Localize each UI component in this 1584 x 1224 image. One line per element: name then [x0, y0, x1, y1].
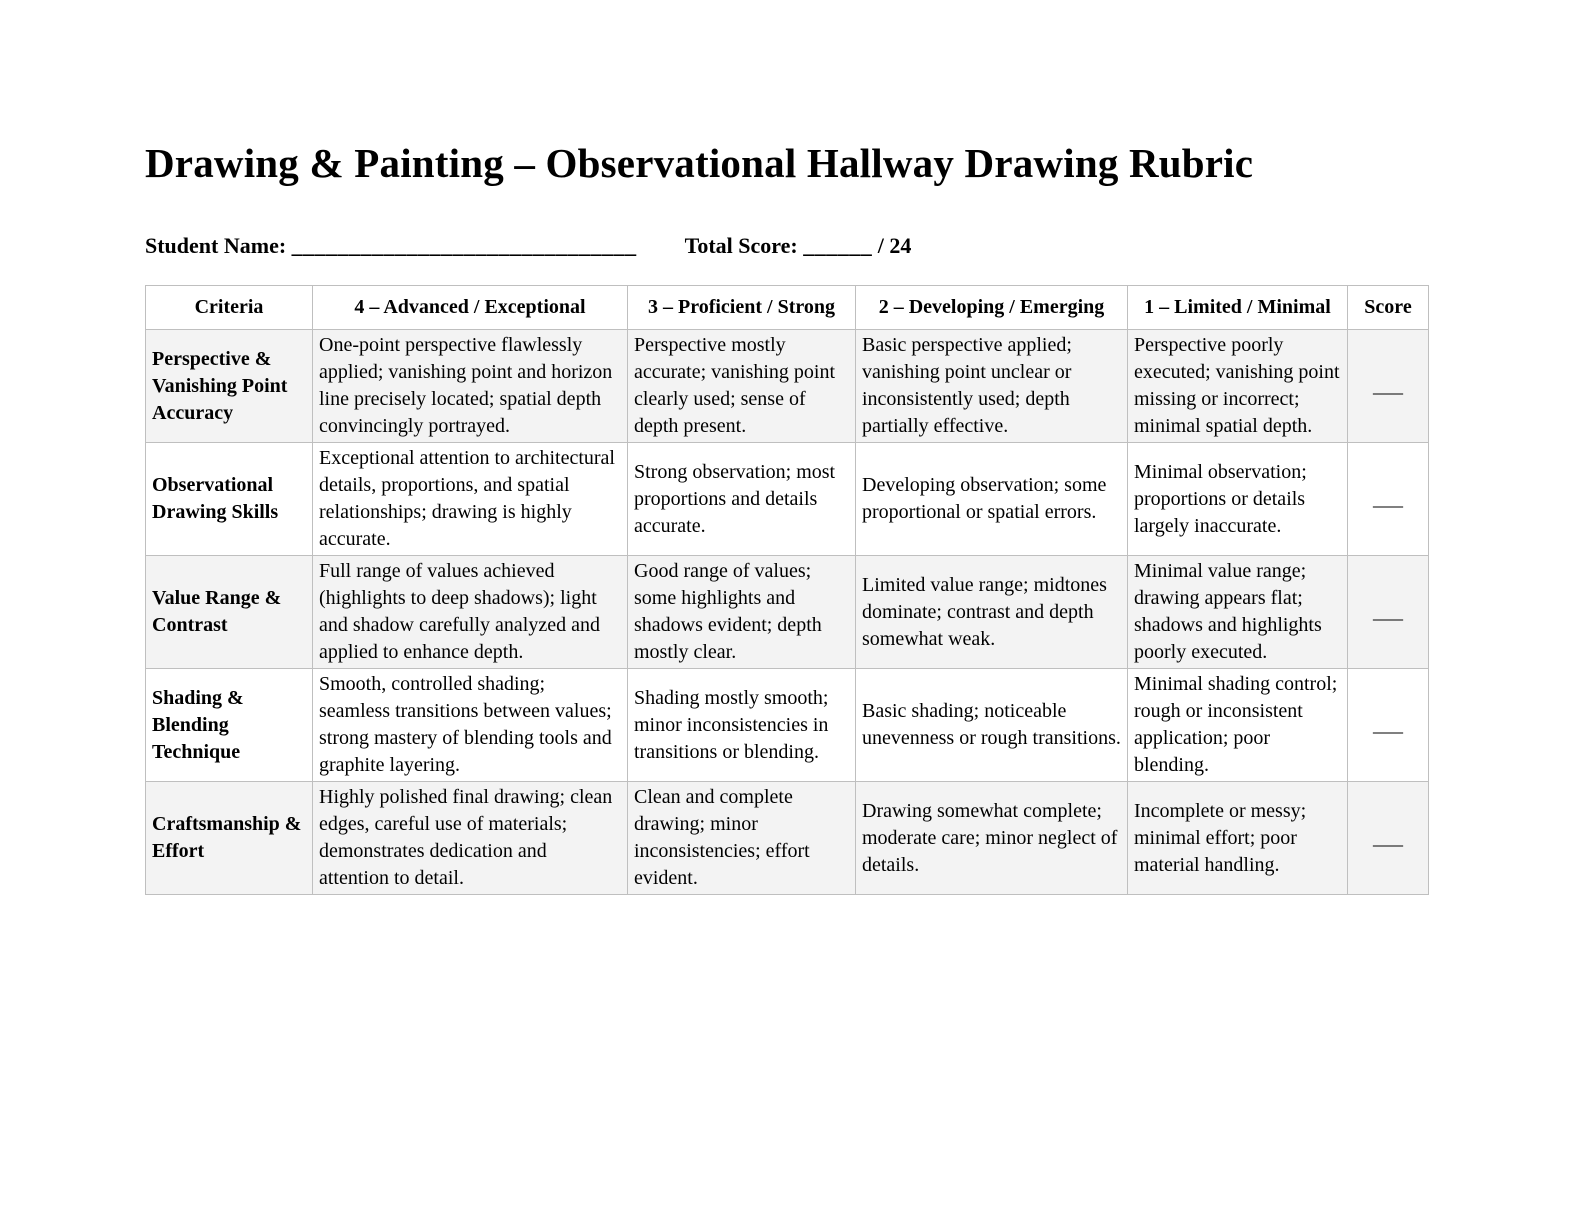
meta-line	[145, 233, 1564, 259]
score-blank-line: ___	[1348, 669, 1429, 782]
level3-description: Strong observation; most proportions and details accurate.	[628, 443, 856, 556]
level3-description: Good range of values; some highlights and shadows evident; depth mostly clear.	[628, 556, 856, 669]
level1-description: Perspective poorly executed; vanishing point missing or incorrect; minimal spatial depth.	[1128, 330, 1348, 443]
score-blank-line: ___	[1348, 782, 1429, 895]
criterion-label: Observational Drawing Skills	[146, 443, 313, 556]
column-header-level-3: 3 – Proficient / Strong	[628, 286, 856, 330]
level1-description: Minimal observation; proportions or details largely inaccurate.	[1128, 443, 1348, 556]
level2-description: Basic perspective applied; vanishing point unclear or inconsistently used; depth partially effective.	[856, 330, 1128, 443]
level4-description: Highly polished final drawing; clean edges, careful use of materials; demonstrates dedication and attention to detail.	[313, 782, 628, 895]
table-row-perspective	[146, 330, 1429, 443]
level1-description: Minimal value range; drawing appears flat; shadows and highlights poorly executed.	[1128, 556, 1348, 669]
student-name-label: Student Name:	[145, 233, 287, 259]
level3-description: Clean and complete drawing; minor inconsistencies; effort evident.	[628, 782, 856, 895]
table-row-shading	[146, 669, 1429, 782]
level3-description: Shading mostly smooth; minor inconsistencies in transitions or blending.	[628, 669, 856, 782]
level4-description: Exceptional attention to architectural details, proportions, and spatial relationships; drawing is highly accurate.	[313, 443, 628, 556]
criterion-label: Shading & Blending Technique	[146, 669, 313, 782]
table-row-craftsmanship	[146, 782, 1429, 895]
criterion-label: Perspective & Vanishing Point Accuracy	[146, 330, 313, 443]
table-row-value-range	[146, 556, 1429, 669]
score-blank-line: ___	[1348, 443, 1429, 556]
total-score-blank-line: ______	[803, 233, 873, 259]
level2-description: Limited value range; midtones dominate; contrast and depth somewhat weak.	[856, 556, 1128, 669]
level1-description: Incomplete or messy; minimal effort; poor material handling.	[1128, 782, 1348, 895]
column-header-criteria: Criteria	[146, 286, 313, 330]
student-name-blank-line: ______________________________	[291, 233, 637, 259]
level4-description: Smooth, controlled shading; seamless transitions between values; strong mastery of blending tools and graphite layering.	[313, 669, 628, 782]
level2-description: Basic shading; noticeable unevenness or rough transitions.	[856, 669, 1128, 782]
level4-description: Full range of values achieved (highlights to deep shadows); light and shadow carefully analyzed and applied to enhance depth.	[313, 556, 628, 669]
level2-description: Drawing somewhat complete; moderate care; minor neglect of details.	[856, 782, 1128, 895]
rubric-table	[145, 285, 1429, 895]
level1-description: Minimal shading control; rough or inconsistent application; poor blending.	[1128, 669, 1348, 782]
criterion-label: Value Range & Contrast	[146, 556, 313, 669]
level2-description: Developing observation; some proportional or spatial errors.	[856, 443, 1128, 556]
level4-description: One-point perspective flawlessly applied; vanishing point and horizon line precisely located; spatial depth convincingly portrayed.	[313, 330, 628, 443]
score-blank-line: ___	[1348, 330, 1429, 443]
level3-description: Perspective mostly accurate; vanishing point clearly used; sense of depth present.	[628, 330, 856, 443]
criterion-label: Craftsmanship & Effort	[146, 782, 313, 895]
column-header-level-2: 2 – Developing / Emerging	[856, 286, 1128, 330]
total-score-label: Total Score:	[684, 233, 798, 259]
table-header-row	[146, 286, 1429, 330]
table-row-observational	[146, 443, 1429, 556]
column-header-score: Score	[1348, 286, 1429, 330]
column-header-level-4: 4 – Advanced / Exceptional	[313, 286, 628, 330]
score-blank-line: ___	[1348, 556, 1429, 669]
page-title: Drawing & Painting – Observational Hallway Drawing Rubric	[145, 140, 1254, 186]
column-header-level-1: 1 – Limited / Minimal	[1128, 286, 1348, 330]
total-score-denominator: / 24	[877, 233, 912, 259]
